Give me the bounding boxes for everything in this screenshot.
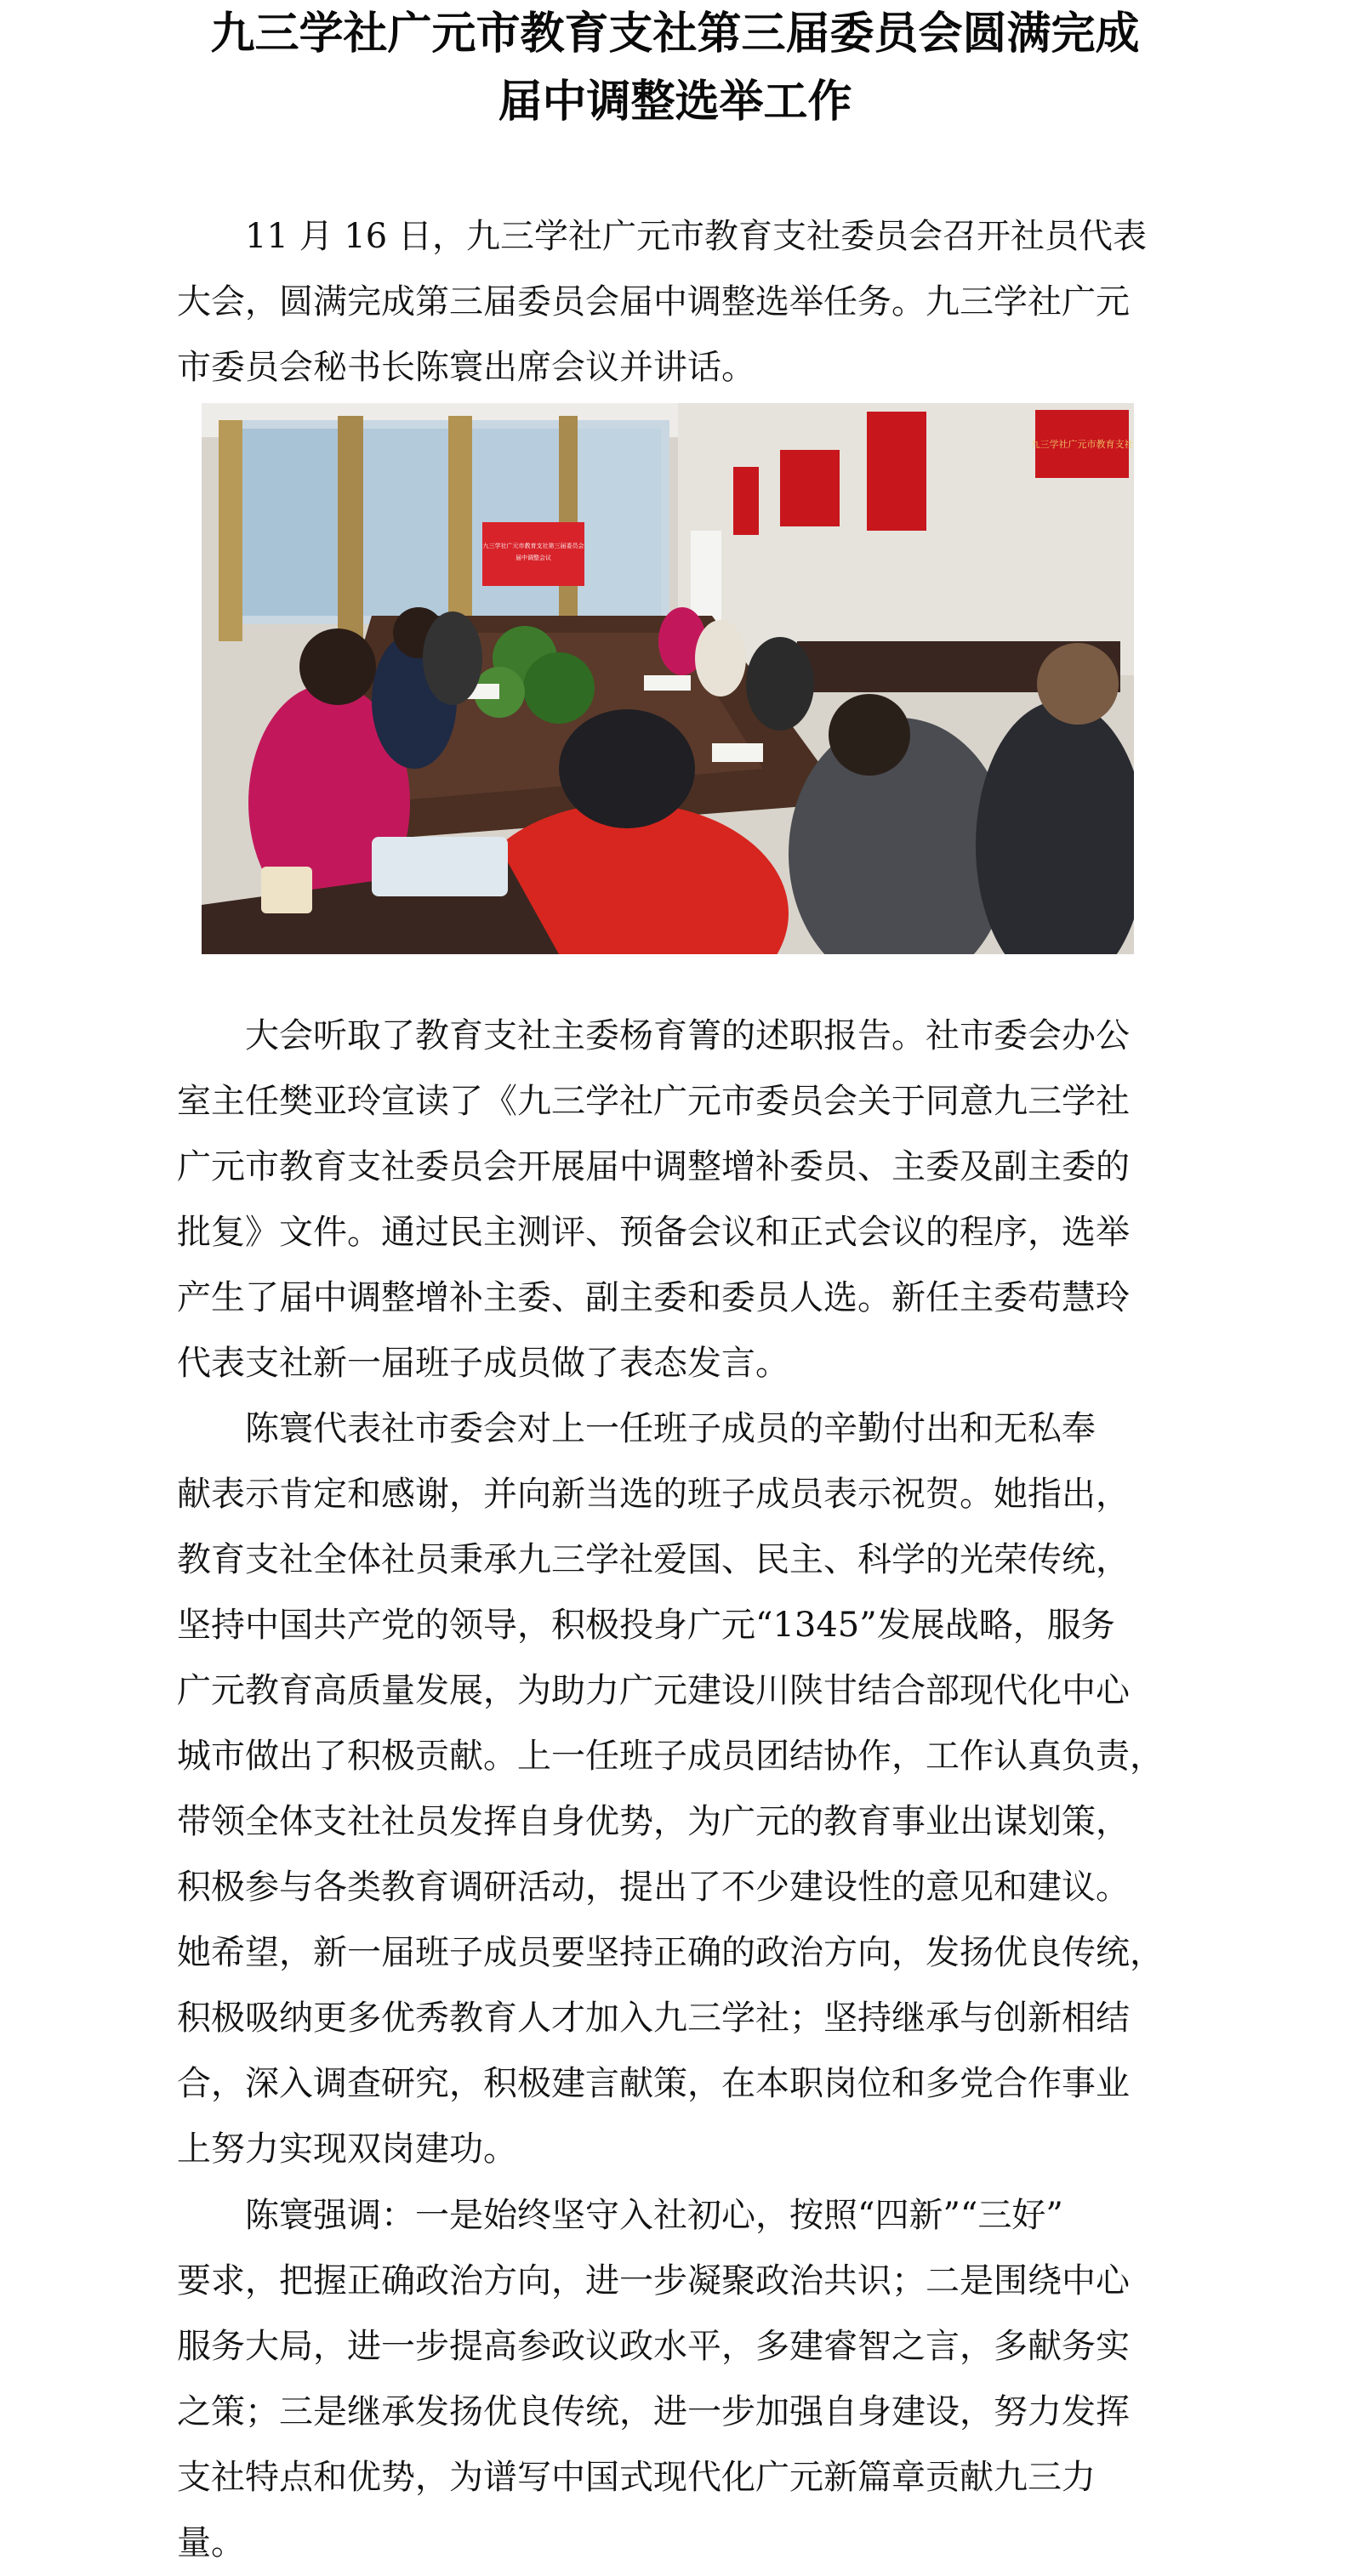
meeting-photo-illustration [202,403,1134,954]
text-line: 市委员会秘书长陈寰出席会议并讲话。 [177,348,755,387]
text-line: 带领全体支社社员发挥自身优势，为广元的教育事业出谋划策， [177,1802,1130,1841]
wall-panel [780,450,840,526]
text-line: 积极吸纳更多优秀教育人才加入九三学社；坚持继承与创新相结 [177,1999,1130,2038]
text-line: 室主任樊亚玲宣读了《九三学社广元市委员会关于同意九三学社 [177,1082,1130,1121]
plant [523,652,595,724]
text-line: 城市做出了积极贡献。上一任班子成员团结协作，工作认真负责， [177,1737,1164,1776]
text-line: 批复》文件。通过民主测评、预备会议和正式会议的程序，选举 [177,1213,1130,1252]
cup [261,867,312,913]
text-line: 之策；三是继承发扬优良传统，进一步加强自身建设，努力发挥 [177,2392,1130,2431]
text-line: 陈寰代表社市委会对上一任班子成员的辛勤付出和无私奉 [245,1409,1096,1448]
person-black-cap [559,709,695,828]
person-head [829,694,910,776]
paper [712,743,763,762]
banner-text: 九三学社广元市教育支社 [1030,439,1134,450]
screen-text: 九三学社广元市教育支社第三届委员会 [482,543,584,549]
curtain [338,416,363,645]
curtain [219,420,242,641]
paragraph-emphasis [177,2183,1182,2576]
window-pane [236,429,338,616]
text-line: 她希望，新一届班子成员要坚持正确的政治方向，发扬优良传统， [177,1933,1164,1972]
text-line: 广元市教育支社委员会开展届中调整增补委员、主委及副主委的 [177,1147,1130,1186]
person [695,620,746,697]
text-line: 合，深入调查研究，积极建言献策，在本职岗位和多党合作事业 [177,2064,1130,2103]
text-line: 坚持中国共产党的领导，积极投身广元“1345”发展战略，服务 [177,1606,1115,1645]
text-line: 上努力实现双岗建功。 [177,2130,517,2169]
text-line: 教育支社全体社员秉承九三学社爱国、民主、科学的光荣传统， [177,1540,1130,1579]
text-line: 大会，圆满完成第三届委员会届中调整选举任务。九三学社广元 [177,282,1130,321]
person [746,637,814,731]
text-line: 11 月 16 日，九三学社广元市教育支社委员会召开社员代表 [245,217,1147,256]
wall-panel [867,412,926,531]
person-head [299,628,376,705]
screen-text: 届中调整会议 [516,554,551,561]
title-line: 届中调整选举工作 [498,76,852,128]
meeting-photo [202,403,1134,954]
paragraph-report [177,1004,1182,1396]
bag [372,837,508,896]
text-line: 广元教育高质量发展，为助力广元建设川陕甘结合部现代化中心 [177,1671,1130,1710]
text-line: 陈寰强调：一是始终坚守入社初心，按照“四新”“三好” [245,2196,1063,2235]
text-line: 献表示肯定和感谢，并向新当选的班子成员表示祝贺。她指出， [177,1475,1130,1514]
text-line: 要求，把握正确政治方向，进一步凝聚政治共识；二是围绕中心 [177,2261,1130,2300]
text-line: 支社特点和优势，为谱写中国式现代化广元新篇章贡献九三力 [177,2458,1096,2497]
text-line: 服务大局，进一步提高参政议政水平，多建睿智之言，多献务实 [177,2327,1130,2366]
person [423,611,482,705]
text-line: 产生了届中调整增补主委、副主委和委员人选。新任主委苟慧玲 [177,1278,1130,1317]
paragraph-intro [177,204,1182,401]
title-line: 九三学社广元市教育支社第三届委员会圆满完成 [210,8,1140,60]
text-line: 代表支社新一届班子成员做了表态发言。 [177,1344,789,1383]
text-line: 积极参与各类教育调研活动，提出了不少建设性的意见和建议。 [177,1868,1130,1907]
paragraph-speech [177,1396,1182,2182]
paper [644,675,691,691]
window-pane [350,429,453,616]
text-line: 大会听取了教育支社主委杨育箐的述职报告。社市委会办公 [245,1016,1130,1055]
curtain [448,416,472,637]
wall-panel [733,467,759,535]
text-line: 量。 [177,2523,245,2562]
person-head [1037,643,1119,725]
article-title [153,0,1197,136]
